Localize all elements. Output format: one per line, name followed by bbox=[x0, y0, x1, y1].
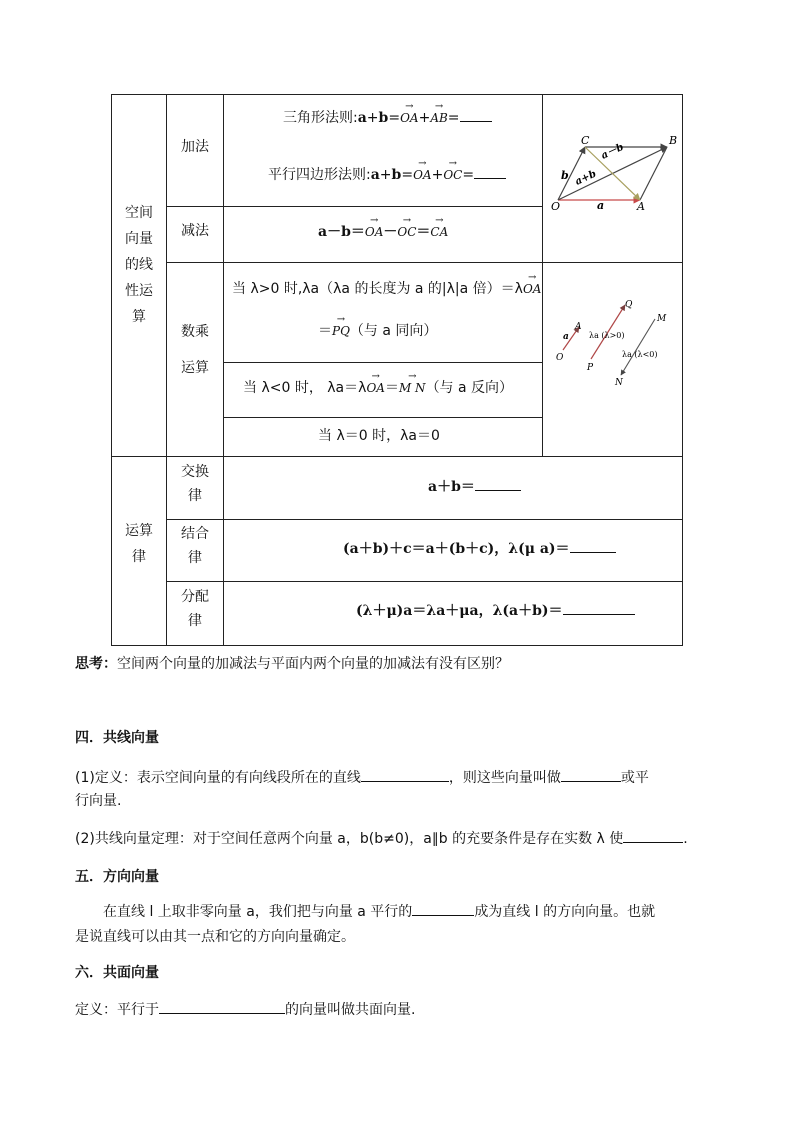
plus: + bbox=[379, 167, 392, 183]
scalar-positive-line1 bbox=[232, 278, 541, 298]
collinear-definition-cont: 行向量. bbox=[75, 793, 122, 809]
answer-blank[interactable] bbox=[561, 767, 621, 782]
vector-oc: → OC bbox=[397, 225, 416, 239]
var-b: b bbox=[391, 167, 402, 183]
label-n: N bbox=[615, 378, 623, 388]
eq: = bbox=[401, 167, 414, 183]
vector-pq: → PQ bbox=[332, 324, 350, 338]
label-line: 律 bbox=[188, 488, 202, 504]
text: 当 λ<0 时， λa＝λ bbox=[243, 380, 367, 396]
assoc-formula bbox=[343, 538, 616, 558]
vector-mn bbox=[621, 319, 655, 375]
text: 的向量叫做共面向量. bbox=[285, 1002, 416, 1018]
text: （与 a 反向） bbox=[425, 380, 514, 396]
text: 在直线 l 上取非零向量 a，我们把与向量 a 平行的 bbox=[103, 904, 413, 920]
section4-heading: 四．共线向量 bbox=[75, 730, 159, 746]
answer-blank[interactable] bbox=[460, 107, 492, 122]
text: 成为直线 l 的方向向量。也就 bbox=[474, 904, 656, 920]
label-line: 空间 bbox=[125, 205, 153, 221]
answer-blank[interactable] bbox=[563, 600, 635, 615]
scalar-label bbox=[167, 314, 223, 386]
direction-vector-line1 bbox=[103, 901, 655, 921]
section5-heading: 五．方向向量 bbox=[75, 869, 159, 885]
vector-oa: → OA bbox=[400, 111, 419, 125]
var-a: a bbox=[357, 110, 367, 126]
label-line: 结合 bbox=[181, 526, 209, 542]
vector-ab: → AB bbox=[430, 111, 447, 125]
think-text: 空间两个向量的加减法与平面内两个向量的加减法有没有区别？ bbox=[117, 656, 509, 672]
text: (1)定义：表示空间向量的有向线段所在的直线 bbox=[75, 770, 361, 786]
label-line: 数乘 bbox=[181, 324, 209, 340]
eq: = bbox=[447, 110, 460, 126]
label-line: 律 bbox=[188, 613, 202, 629]
text: ，则这些向量叫做 bbox=[448, 770, 561, 786]
collinear-definition bbox=[75, 767, 649, 787]
label-line: 性运 bbox=[125, 283, 153, 299]
add-label: 加法 bbox=[181, 139, 209, 155]
label-neg: λa (λ<0) bbox=[622, 350, 658, 359]
eq: = bbox=[388, 110, 401, 126]
scalar-zero: 当 λ＝0 时，λa＝0 bbox=[318, 428, 440, 444]
answer-blank[interactable] bbox=[159, 999, 285, 1014]
assoc-label bbox=[167, 522, 223, 570]
commute-formula bbox=[428, 476, 521, 496]
coplanar-definition bbox=[75, 999, 415, 1019]
label-line: 分配 bbox=[181, 589, 209, 605]
text: (2)共线向量定理：对于空间任意两个向量 a，b(b≠0)，a∥b 的充要条件是存在实数 λ 使 bbox=[75, 831, 624, 847]
vector-oa: → OA bbox=[365, 225, 384, 239]
dist-label bbox=[167, 585, 223, 633]
rule-prefix: 三角形法则: bbox=[283, 110, 358, 126]
var-b: b bbox=[378, 110, 389, 126]
label-line: 交换 bbox=[181, 464, 209, 480]
answer-blank[interactable] bbox=[623, 828, 683, 843]
answer-blank[interactable] bbox=[361, 767, 449, 782]
text: . bbox=[683, 831, 688, 847]
label-q: Q bbox=[625, 300, 633, 310]
text: 定义：平行于 bbox=[75, 1002, 159, 1018]
formula: a＋b＝ bbox=[428, 479, 475, 495]
label-vec-b: b bbox=[561, 169, 569, 182]
label-pos: λa (λ>0) bbox=[589, 331, 625, 340]
formula: (a＋b)＋c＝a＋(b＋c)，λ(μ a)＝ bbox=[343, 541, 570, 557]
label-a-plus-b: a+b bbox=[573, 168, 599, 188]
label-p: P bbox=[587, 363, 594, 373]
label-a: A bbox=[637, 200, 645, 213]
scalar-positive-line2 bbox=[318, 320, 437, 340]
eq: ＝ bbox=[318, 323, 332, 339]
label-c: C bbox=[581, 134, 590, 147]
vector-oa: → OA bbox=[523, 282, 542, 296]
section6-heading: 六．共面向量 bbox=[75, 965, 159, 981]
label-line: 律 bbox=[132, 549, 146, 565]
sub-label: 减法 bbox=[181, 223, 209, 239]
vector-mn: → M N bbox=[399, 381, 426, 395]
label-line: 律 bbox=[188, 550, 202, 566]
var-a: a bbox=[370, 167, 380, 183]
triangle-rule: 三角形法则:a+b=→ OA+→ AB= bbox=[283, 107, 492, 127]
label-vec-a: a bbox=[597, 199, 605, 212]
label-line: 运算 bbox=[181, 360, 209, 376]
parallelogram-rule: 平行四边形法则:a+b=→ OA+→ OC= bbox=[268, 164, 506, 184]
collinear-theorem bbox=[75, 828, 688, 848]
parallelogram-diagram bbox=[543, 95, 682, 262]
think-question bbox=[75, 653, 509, 673]
scalar-diagram bbox=[543, 263, 682, 456]
eq: = bbox=[462, 167, 475, 183]
commute-label bbox=[167, 460, 223, 508]
rule-prefix: 平行四边形法则: bbox=[268, 167, 371, 183]
plus: + bbox=[366, 110, 379, 126]
text: （与 a 同向） bbox=[349, 323, 438, 339]
sub-formula: a－b＝→ OA－→ OC＝→ CA bbox=[318, 221, 448, 241]
eq: ＝ bbox=[384, 380, 399, 396]
label-o: O bbox=[551, 200, 561, 213]
scalar-negative bbox=[243, 377, 513, 397]
answer-blank[interactable] bbox=[570, 538, 616, 553]
label-line: 向量 bbox=[125, 231, 153, 247]
linear-ops-label bbox=[112, 200, 166, 330]
label-line: 算 bbox=[132, 309, 146, 325]
dist-formula bbox=[356, 600, 635, 620]
vector-oc: → OC bbox=[443, 168, 462, 182]
label-m: M bbox=[657, 314, 667, 324]
label-line: 的线 bbox=[125, 257, 153, 273]
vector-ca: → CA bbox=[430, 225, 448, 239]
think-label: 思考： bbox=[75, 656, 117, 672]
vector-oa: → OA bbox=[413, 168, 432, 182]
label-a-minus-b: a－b bbox=[599, 141, 626, 162]
label-a: A bbox=[575, 322, 582, 332]
laws-label bbox=[112, 518, 166, 570]
formula-prefix: a－b＝ bbox=[318, 224, 365, 240]
text: 当 λ>0 时,λa（λa 的长度为 a 的|λ|a 倍）＝λ bbox=[232, 281, 523, 297]
answer-blank[interactable] bbox=[475, 476, 521, 491]
label-line: 运算 bbox=[125, 523, 153, 539]
vector-oa: → OA bbox=[366, 381, 385, 395]
edge-ab bbox=[640, 147, 667, 200]
answer-blank[interactable] bbox=[474, 164, 506, 179]
label-b: B bbox=[669, 134, 678, 147]
label-vec-a: a bbox=[563, 332, 569, 342]
direction-vector-line2: 是说直线可以由其一点和它的方向向量确定。 bbox=[75, 929, 355, 945]
text: 或平 bbox=[620, 770, 649, 786]
formula: (λ＋μ)a＝λa＋μa，λ(a＋b)＝ bbox=[356, 603, 563, 619]
answer-blank[interactable] bbox=[412, 901, 474, 916]
label-o: O bbox=[556, 353, 564, 363]
